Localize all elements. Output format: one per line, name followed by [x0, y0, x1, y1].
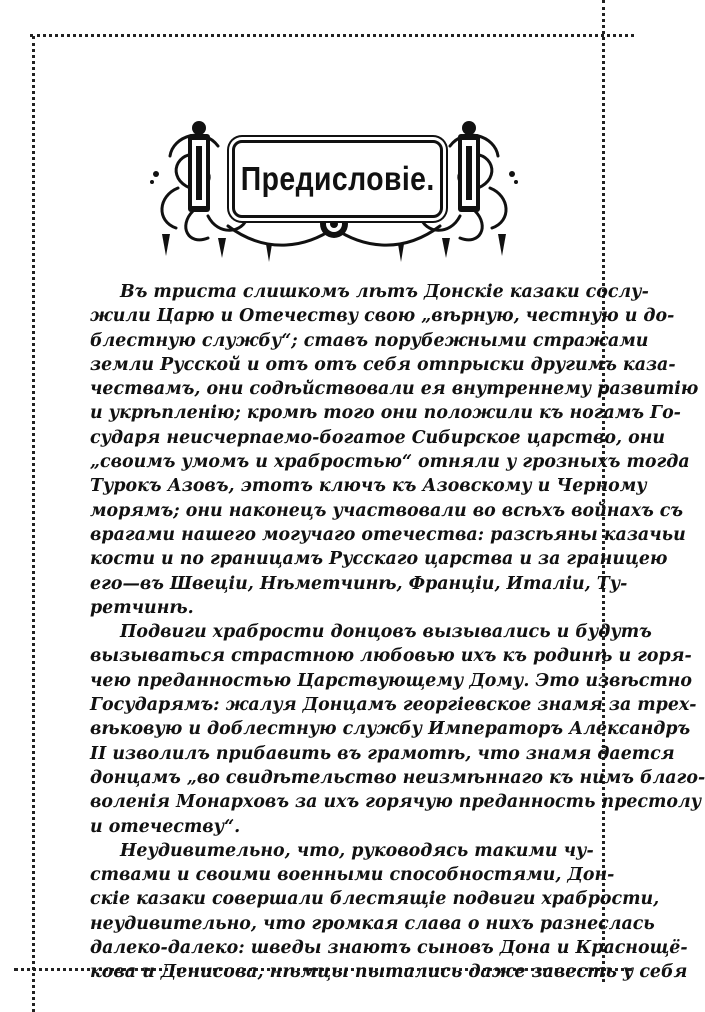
text-line: и укрѣпленію; кромѣ того они положили къ ногамъ Го-: [90, 403, 681, 424]
text-line: сударя неисчерпаемо-богатое Сибирское царство, они: [90, 427, 666, 448]
top-border-rule: [30, 34, 634, 37]
text-line: Неудивительно, что, руководясь такими чу-: [120, 840, 594, 861]
text-line: кости и по границамъ Русскаго царства и за границею: [90, 549, 668, 570]
text-line: его—въ Швеціи, Нѣметчинѣ, Франціи, Италіи, Ту-: [90, 573, 628, 594]
text-line: далеко-далеко: шведы знаютъ сыновъ Дона и Краснощё-: [90, 938, 688, 959]
text-line: кова и Денисова, нѣмцы пытались даже завесть у себя: [90, 962, 688, 983]
text-line: чествамъ, они содѣйствовали ея внутреннему развитію: [90, 379, 699, 400]
text-line: скіе казаки совершали блестящіе подвиги храбрости,: [90, 889, 660, 910]
text-line: Турокъ Азовъ, этотъ ключъ къ Азовскому и Черному: [90, 476, 647, 497]
text-line: вызываться страстною любовью ихъ къ родинѣ и горя-: [90, 646, 692, 667]
text-line: чею преданностью Царствующему Дому. Это извѣстно: [90, 670, 693, 691]
text-line: неудивительно, что громкая слава о нихъ разнеслась: [90, 913, 655, 934]
left-border-rule: [32, 36, 35, 1012]
text-line: жили Царю и Отечеству свою „вѣрную, честную и до-: [90, 306, 675, 327]
text-line: блестную службу“; ставъ порубежными стражами: [90, 330, 649, 351]
text-line: донцамъ „во свидѣтельство неизмѣннаго къ нимъ благо-: [90, 767, 705, 788]
text-line: Въ триста слишкомъ лѣтъ Донскіе казаки сослу-: [120, 282, 649, 302]
text-line: морямъ; они наконецъ участвовали во всѣхъ войнахъ съ: [90, 500, 684, 521]
text-line: врагами нашего могучаго отечества: разсѣяны казачьи: [90, 524, 686, 545]
text-line: Подвиги храбрости донцовъ вызывались и будутъ: [120, 622, 652, 643]
text-line: воленія Монарховъ за ихъ горячую преданность престолу: [90, 792, 702, 813]
title-plate: [232, 140, 443, 218]
text-line: земли Русской и отъ отъ себя отпрыски другимъ каза-: [90, 354, 676, 375]
text-line: вѣковую и доблестную службу Императоръ Александръ: [90, 719, 691, 740]
text-line: ретчинѣ.: [90, 597, 194, 618]
preface-body: [90, 280, 705, 985]
text-line: „своимъ умомъ и храбростью“ отняли у грозныхъ тогда: [90, 452, 690, 473]
text-line: Государямъ: жалуя Донцамъ георгіевское знамя за трех-: [90, 695, 697, 716]
page-title: Предисловіе.: [240, 160, 435, 197]
text-line: II изволилъ прибавить въ грамотѣ, что знамя дается: [90, 743, 675, 764]
text-line: и отечеству“.: [90, 816, 241, 837]
text-line: ствами и своими военными способностями, Дон-: [90, 865, 615, 886]
